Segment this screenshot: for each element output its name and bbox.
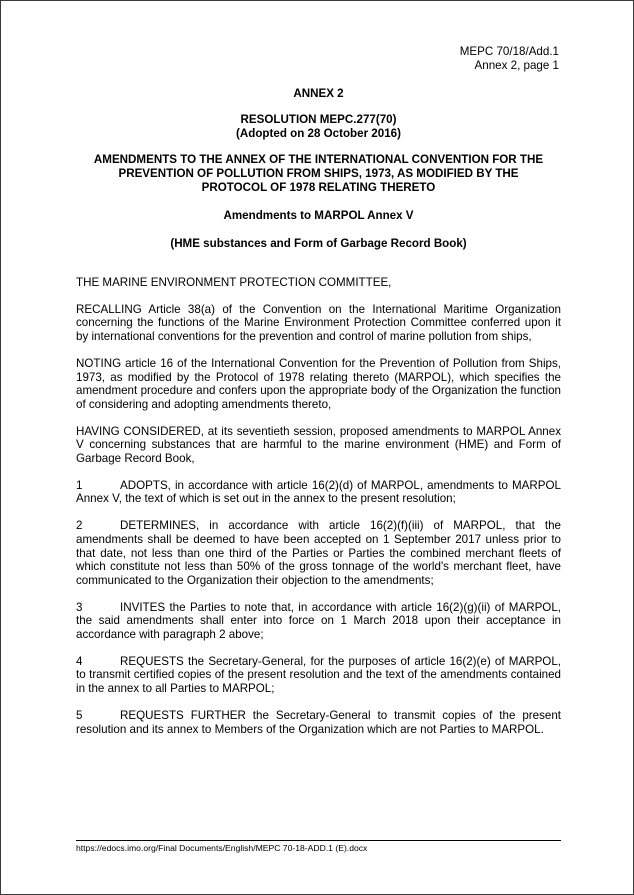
paragraph-number: 2: [76, 519, 83, 533]
resolution-heading: RESOLUTION MEPC.277(70): [240, 113, 397, 126]
annex-heading: ANNEX 2: [293, 87, 344, 100]
operative-paragraph: [76, 655, 561, 696]
subtitle: Amendments to MARPOL Annex V: [223, 209, 414, 222]
paragraph-number: 4: [76, 654, 83, 668]
paragraph-number: 5: [76, 708, 83, 722]
amendments-heading: [76, 153, 561, 195]
footer-divider: [76, 840, 561, 841]
adoption-date: (Adopted on 28 October 2016): [236, 127, 401, 140]
paragraph-text: DETERMINES, in accordance with article 16(2)(f)(iii) of MARPOL, that the amendments shall be deemed to have been accepted on 1 September 2017 unless prior to that date, not less than one third of the Parties or Parties the combined merchant fleets of which constitute not less than 50% of the gross tonnage of the world's merchant fleet, have communicated to the Organization their objection to the amendments;: [76, 519, 561, 587]
noting-paragraph: NOTING article 16 of the International Convention for the Prevention of Pollution from Ships, 1973, as modified by the Protocol of 1978 relating thereto (MARPOL), which specifies the amendment procedure and confers upon the appropriate body of the Organization the function of considering and adopting amendments thereto,: [76, 356, 561, 411]
subsubtitle: (HME substances and Form of Garbage Record Book): [170, 237, 467, 250]
operative-paragraph: [76, 519, 561, 588]
paragraph-text: INVITES the Parties to note that, in accordance with article 16(2)(g)(ii) of MARPOL, the said amendments shall enter into force on 1 March 2018 upon their acceptance in accordance with paragraph 2 above;: [76, 600, 561, 642]
paragraph-text: ADOPTS, in accordance with article 16(2)(d) of MARPOL, amendments to MARPOL Annex V, the text of which is set out in the annex to the present resolution;: [76, 478, 561, 506]
having-considered-paragraph: HAVING CONSIDERED, at its seventieth session, proposed amendments to MARPOL Annex V concerning substances that are harmful to the marine environment (HME) and Form of Garbage Record Book,: [76, 424, 561, 466]
operative-paragraph: [76, 709, 561, 736]
operative-paragraph: [76, 479, 561, 506]
paragraph-number: 3: [76, 600, 83, 614]
committee-line: THE MARINE ENVIRONMENT PROTECTION COMMITTEE,: [76, 276, 392, 289]
amendments-heading-line: AMENDMENTS TO THE ANNEX OF THE INTERNATIONAL CONVENTION FOR THE: [93, 153, 544, 166]
document-reference: [460, 45, 559, 73]
amendments-heading-line: PROTOCOL OF 1978 RELATING THERETO: [201, 181, 436, 194]
reference-number: MEPC 70/18/Add.1: [459, 45, 559, 58]
paragraph-number: 1: [76, 478, 83, 492]
footer-file-path: https://edocs.imo.org/Final Documents/English/MEPC 70-18-ADD.1 (E).docx: [76, 843, 368, 853]
recalling-paragraph: RECALLING Article 38(a) of the Convention on the International Maritime Organization concerning the functions of the Marine Environment Protection Committee conferred upon it by international conventions for the prevention and control of marine pollution from ships,: [76, 302, 561, 344]
paragraph-text: REQUESTS the Secretary-General, for the purposes of article 16(2)(e) of MARPOL, to transmit certified copies of the present resolution and the text of the amendments contained in the annex to all Parties to MARPOL;: [76, 654, 561, 696]
annex-page-label: Annex 2, page 1: [474, 59, 559, 72]
paragraph-text: REQUESTS FURTHER the Secretary-General to transmit copies of the present resolution and its annex to Members of the Organization which are not Parties to MARPOL.: [76, 708, 561, 736]
document-content: [76, 87, 561, 736]
amendments-heading-line: PREVENTION OF POLLUTION FROM SHIPS, 1973, AS MODIFIED BY THE: [118, 167, 519, 180]
operative-paragraph: [76, 601, 561, 642]
